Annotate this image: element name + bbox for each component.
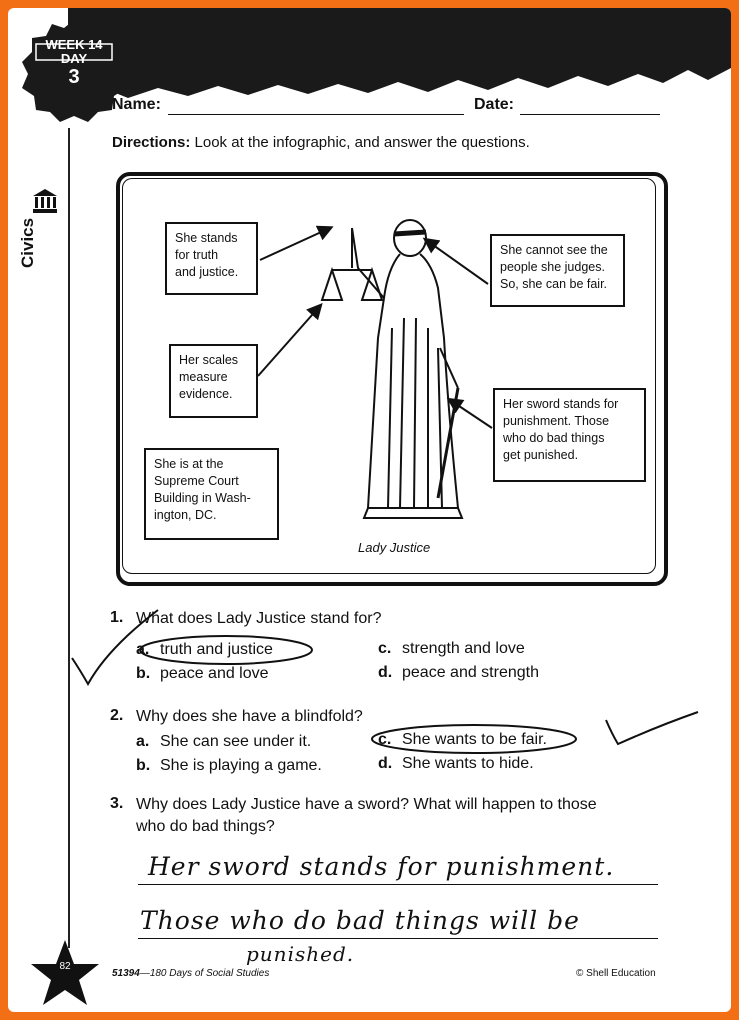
book-reference [112,968,269,979]
question-1-number: 1. [110,609,124,626]
checkmark-q2 [606,712,698,744]
q2-option-b[interactable]: b. She is playing a game. [136,757,322,774]
subject-label: Civics [18,217,37,268]
answer-line-1 [138,884,658,885]
question-3-number: 3. [110,795,124,812]
worksheet-page [8,8,731,1012]
directions [112,134,530,151]
handwritten-answer-line-1: Her sword stands for punishment. [148,852,615,881]
lady-justice-illustration [308,208,478,528]
handwritten-answer-line-2: Those who do bad things will be [140,906,580,935]
book-title: —180 Days of Social Studies [139,968,270,979]
q1-option-a[interactable]: a. truth and justice [136,641,273,658]
directions-text: Look at the infographic, and answer the questions. [194,134,530,151]
callout-supreme-court: She is at the Supreme Court Building in Wash- ington, DC. [144,448,279,540]
question-2-text: Why does she have a blindfold? [136,708,363,725]
date-label: Date: [474,96,515,113]
q2-option-a[interactable]: a. She can see under it. [136,733,312,750]
week-label: WEEK 14 [45,37,103,52]
page-number-star [30,938,100,1008]
q2-option-d[interactable]: d. She wants to hide. [378,755,534,772]
callout-blindfold: She cannot see the people she judges. So, she can be fair. [490,234,625,307]
callout-truth: She stands for truth and justice. [165,222,258,295]
q1-option-c[interactable]: c. strength and love [378,640,525,657]
page-number: 82 [59,961,71,972]
publisher: © Shell Education [576,968,656,979]
question-3-text-line1: Why does Lady Justice have a sword? What will happen to those [136,796,597,813]
infographic-caption: Lady Justice [358,540,431,555]
callout-scales: Her scales measure evidence. [169,344,258,418]
directions-label: Directions: [112,134,191,151]
answer-line-2 [138,938,658,939]
question-2-number: 2. [110,707,124,724]
courthouse-icon [32,188,58,214]
date-field[interactable] [520,114,660,115]
day-label: DAY [60,51,88,66]
question-3-text-line2: who do bad things? [136,818,275,835]
name-field[interactable] [168,114,464,115]
question-1-text: What does Lady Justice stand for? [136,610,382,627]
day-number: 3 [68,66,80,88]
q1-option-d[interactable]: d. peace and strength [378,664,539,681]
name-label: Name: [112,96,161,113]
q2-option-c[interactable]: c. She wants to be fair. [378,731,547,748]
handwritten-answer-line-3: punished. [246,942,355,966]
book-code: 51394 [112,968,140,979]
callout-sword: Her sword stands for punishment. Those who do bad things get punished. [493,388,646,482]
q1-option-b[interactable]: b. peace and love [136,665,269,682]
sidebar-divider [68,128,70,948]
badge-text [22,38,126,88]
